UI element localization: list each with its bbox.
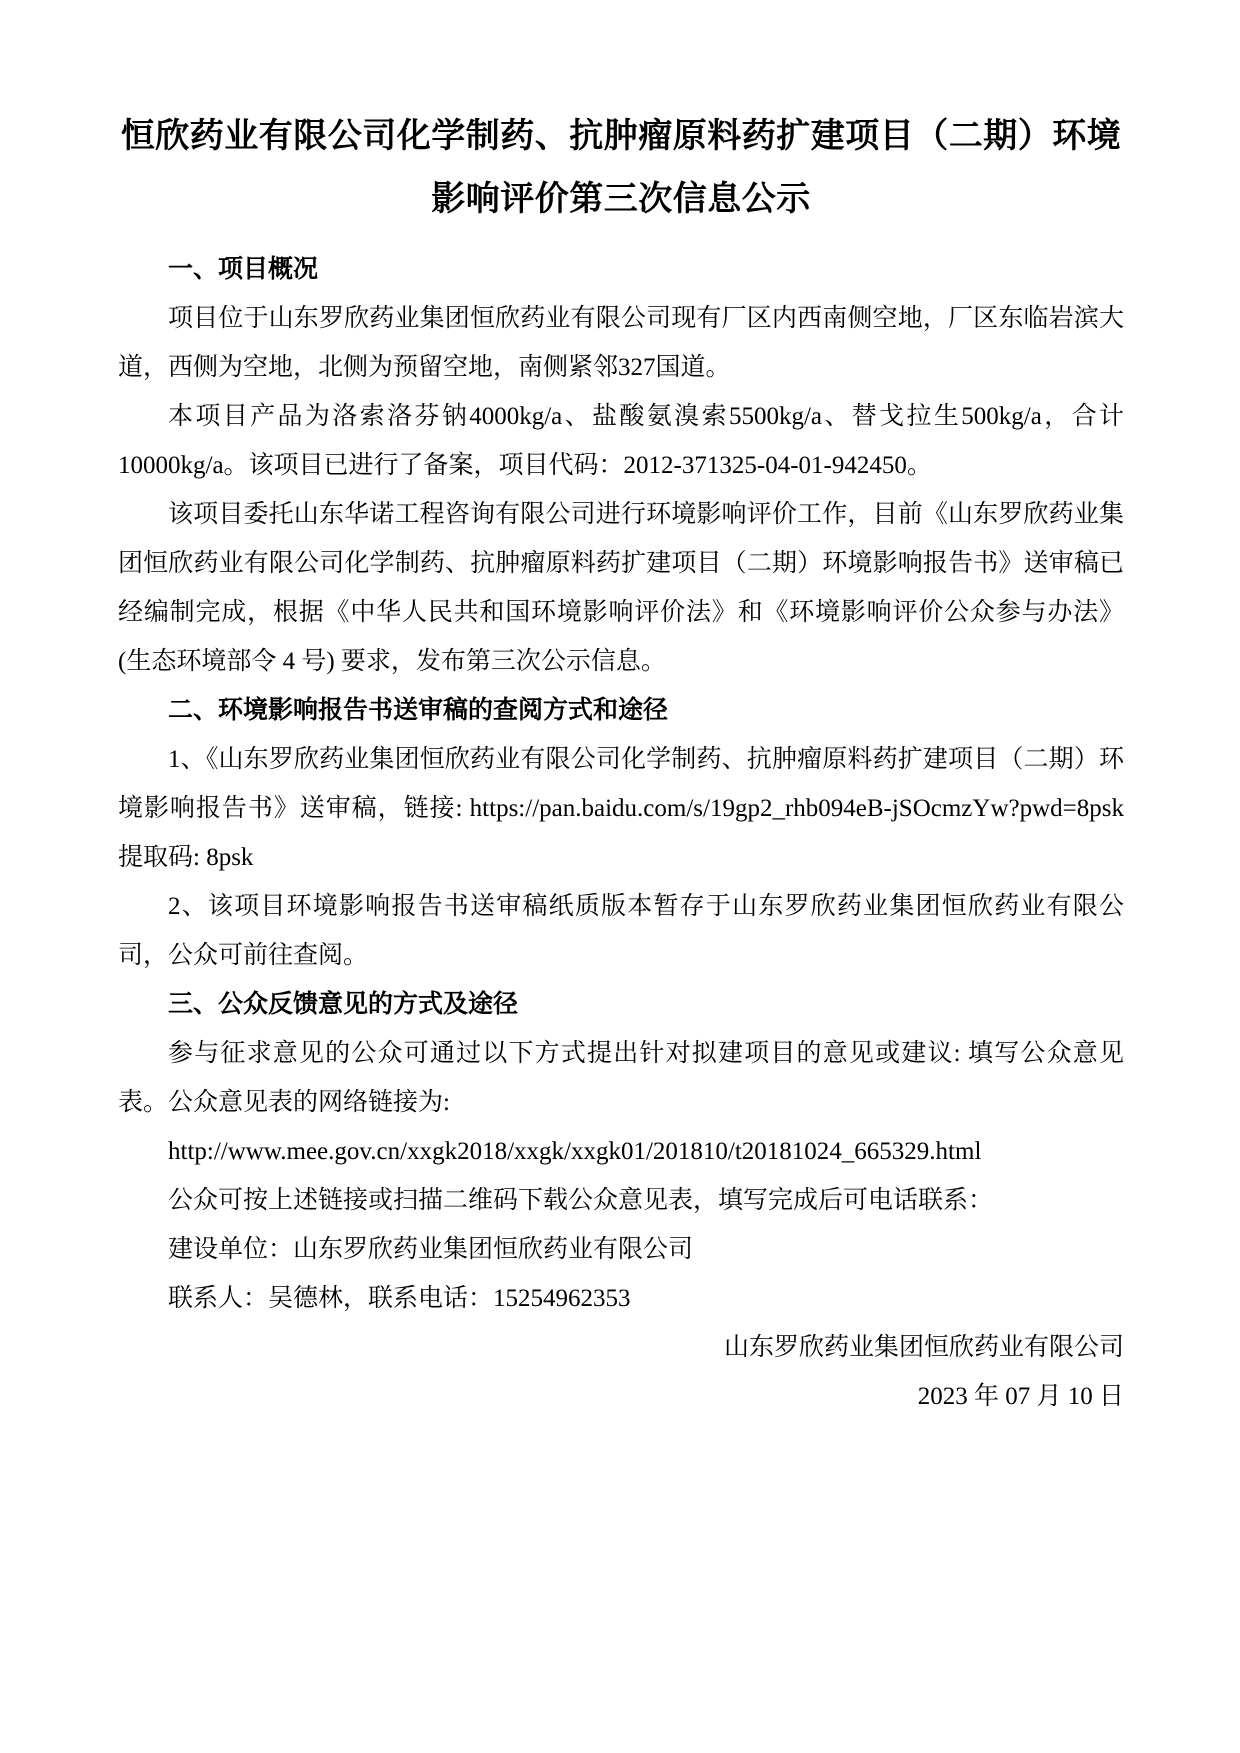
paragraph: 项目位于山东罗欣药业集团恒欣药业有限公司现有厂区内西南侧空地，厂区东临岩滨大道，西侧为空地，北侧为预留空地，南侧紧邻327国道。 <box>118 305 1124 381</box>
paragraph: 该项目委托山东华诺工程咨询有限公司进行环境影响评价工作，目前《山东罗欣药业集团恒欣药业有限公司化学制药、抗肿瘤原料药扩建项目（二期）环境影响报告书》送审稿已经编制完成，根据《中华人民共和国环境影响评价法》和《环境影响评价公众参与办法》 (生态环境部令 4 号) 要求，发布第三次公示信息。 <box>118 501 1124 675</box>
document-title: 恒欣药业有限公司化学制药、抗肿瘤原料药扩建项目（二期）环境影响评价第三次信息公示 <box>120 117 1122 218</box>
section-heading: 二、环境影响报告书送审稿的查阅方式和途径 <box>168 697 669 724</box>
paragraph: 参与征求意见的公众可通过以下方式提出针对拟建项目的意见或建议: 填写公众意见表。公众意见表的网络链接为: <box>118 1040 1124 1116</box>
section-heading: 三、公众反馈意见的方式及途径 <box>168 991 519 1018</box>
section-heading: 一、项目概况 <box>168 256 319 283</box>
paragraph: 1、《山东罗欣药业集团恒欣药业有限公司化学制药、抗肿瘤原料药扩建项目（二期）环境影响报告书》送审稿，链接: https://pan.baidu.com/s/19gp2_rhb094eB-jSOcmzYw?pwd=8psk 提取码: 8psk <box>118 746 1124 871</box>
paragraph: 2、该项目环境影响报告书送审稿纸质版本暂存于山东罗欣药业集团恒欣药业有限公司，公众可前往查阅。 <box>118 893 1124 969</box>
url-text: http://www.mee.gov.cn/xxgk2018/xxgk/xxgk01/201810/t20181024_665329.html <box>168 1138 982 1165</box>
paragraph: 建设单位：山东罗欣药业集团恒欣药业有限公司 <box>168 1236 694 1263</box>
paragraph: 联系人：吴德林，联系电话：15254962353 <box>168 1285 631 1312</box>
signature-line: 2023 年 07 月 10 日 <box>917 1383 1124 1410</box>
signature-line: 山东罗欣药业集团恒欣药业有限公司 <box>723 1334 1124 1361</box>
paragraph: 本项目产品为洛索洛芬钠4000kg/a、盐酸氨溴索5500kg/a、替戈拉生500kg/a，合计10000kg/a。该项目已进行了备案，项目代码：2012-371325-04-01-942450。 <box>118 403 1124 479</box>
document-body <box>118 245 1124 1421</box>
paragraph: 公众可按上述链接或扫描二维码下载公众意见表，填写完成后可电话联系： <box>168 1187 994 1214</box>
